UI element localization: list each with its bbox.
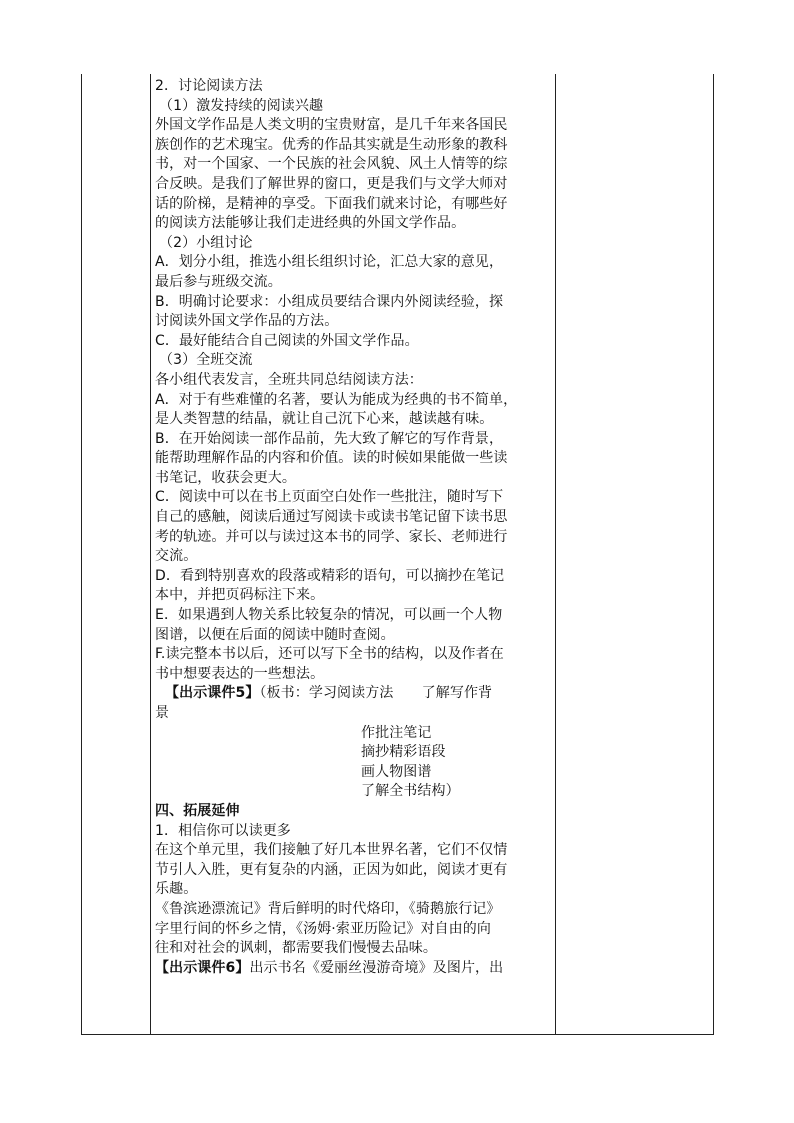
column-divider-left [150, 74, 151, 1034]
paragraph-line: 合反映。是我们了解世界的窗口，更是我们与文学大师对 [155, 175, 508, 192]
courseware-line [155, 959, 555, 979]
courseware-label: 【出示课件6】 [155, 959, 250, 976]
paragraph-line: 是人类智慧的结晶，就让自己沉下心来，越读越有味。 [155, 411, 494, 428]
paragraph-line: D．看到特别喜欢的段落或精彩的语句，可以摘抄在笔记 [155, 567, 505, 584]
paragraph-line: 《鲁滨逊漂流记》背后鲜明的时代烙印，《骑鹅旅行记》 [155, 900, 501, 917]
paragraph-line: 本中，并把页码标注下来。 [155, 587, 325, 604]
paragraph-line: 书，对一个国家、一个民族的社会风貌、风土人情等的综 [155, 156, 508, 173]
blackboard-item: 了解全书结构） [361, 783, 460, 800]
paragraph-line: 能帮助理解作品的内容和价值。读的时候如果能做一些读 [155, 450, 508, 467]
paragraph-line: 讨阅读外国文学作品的方法。 [155, 313, 339, 330]
blackboard-item: 摘抄精彩语段 [361, 744, 446, 761]
blackboard-item: 画人物图谱 [361, 763, 432, 780]
courseware-label: 【出示课件5】 [165, 685, 260, 702]
paragraph-line: 书中想要表达的一些想法。 [155, 665, 325, 682]
column-divider-right [555, 74, 556, 1034]
paragraph-line: 各小组代表发言，全班共同总结阅读方法： [155, 371, 423, 388]
paragraph-line: 话的阶梯，是精神的享受。下面我们就来讨论，有哪些好 [155, 195, 508, 212]
courseware-line [155, 684, 555, 704]
lesson-content [155, 77, 555, 978]
paragraph-line: 在这个单元里，我们接触了好几本世界名著，它们不仅情 [155, 842, 508, 859]
section-heading: 四、拓展延伸 [155, 802, 240, 819]
paragraph-line: B．明确讨论要求：小组成员要结合课内外阅读经验，探 [155, 293, 504, 310]
paragraph-line: A．对于有些难懂的名著，要认为能成为经典的书不简单， [155, 391, 518, 408]
paragraph-line: 字里行间的怀乡之情，《汤姆·索亚历险记》对自由的向 [155, 920, 491, 937]
paragraph-line: B．在开始阅读一部作品前，先大致了解它的写作背景， [155, 430, 504, 447]
paragraph-line: 自己的感触，阅读后通过写阅读卡或读书笔记留下读书思 [155, 509, 508, 526]
paragraph-line: 最后参与班级交流。 [155, 273, 282, 290]
paragraph-line: C．阅读中可以在书上页面空白处作一些批注，随时写下 [155, 489, 504, 506]
section-heading: 2．讨论阅读方法 [155, 78, 263, 94]
paragraph-line: 图谱，以便在后面的阅读中随时查阅。 [155, 626, 395, 643]
paragraph-line: C．最好能结合自己阅读的外国文学作品。 [155, 332, 419, 349]
paragraph-line: 族创作的艺术瑰宝。优秀的作品其实就是生动形象的教科 [155, 136, 508, 153]
subheading: （3）全班交流 [159, 352, 253, 369]
paragraph-line: E．如果遇到人物关系比较复杂的情况，可以画一个人物 [155, 607, 503, 624]
paragraph-line: A．划分小组，推选小组长组织讨论，汇总大家的意见， [155, 254, 504, 271]
paragraph-line: 往和对社会的讽刺，都需要我们慢慢去品味。 [155, 940, 437, 957]
subheading: 1．相信你可以读更多 [155, 822, 291, 839]
paragraph-line: 的阅读方法能够让我们走进经典的外国文学作品。 [155, 215, 466, 232]
paragraph-line: 考的轨迹。并可以与读过这本书的同学、家长、老师进行 [155, 528, 508, 545]
courseware-text: 出示书名《爱丽丝漫游奇境》及图片，出 [249, 959, 504, 976]
subheading: （1）激发持续的阅读兴趣 [159, 97, 324, 114]
blackboard-text: （板书：学习阅读方法 了解写作背 [259, 685, 493, 702]
subheading: （2）小组讨论 [159, 234, 253, 251]
paragraph-line: 书笔记，收获会更大。 [155, 469, 296, 486]
lesson-table [81, 74, 714, 1035]
paragraph-line: 交流。 [155, 548, 198, 565]
paragraph-line: F.读完整本书以后，还可以写下全书的结构，以及作者在 [155, 646, 504, 663]
blackboard-item: 作批注笔记 [361, 724, 432, 741]
paragraph-line: 乐趣。 [155, 881, 198, 898]
paragraph-line: 外国文学作品是人类文明的宝贵财富，是几千年来各国民 [155, 117, 508, 134]
paragraph-line: 节引人入胜，更有复杂的内涵，正因为如此，阅读才更有 [155, 861, 508, 878]
paragraph-line: 景 [155, 705, 170, 721]
